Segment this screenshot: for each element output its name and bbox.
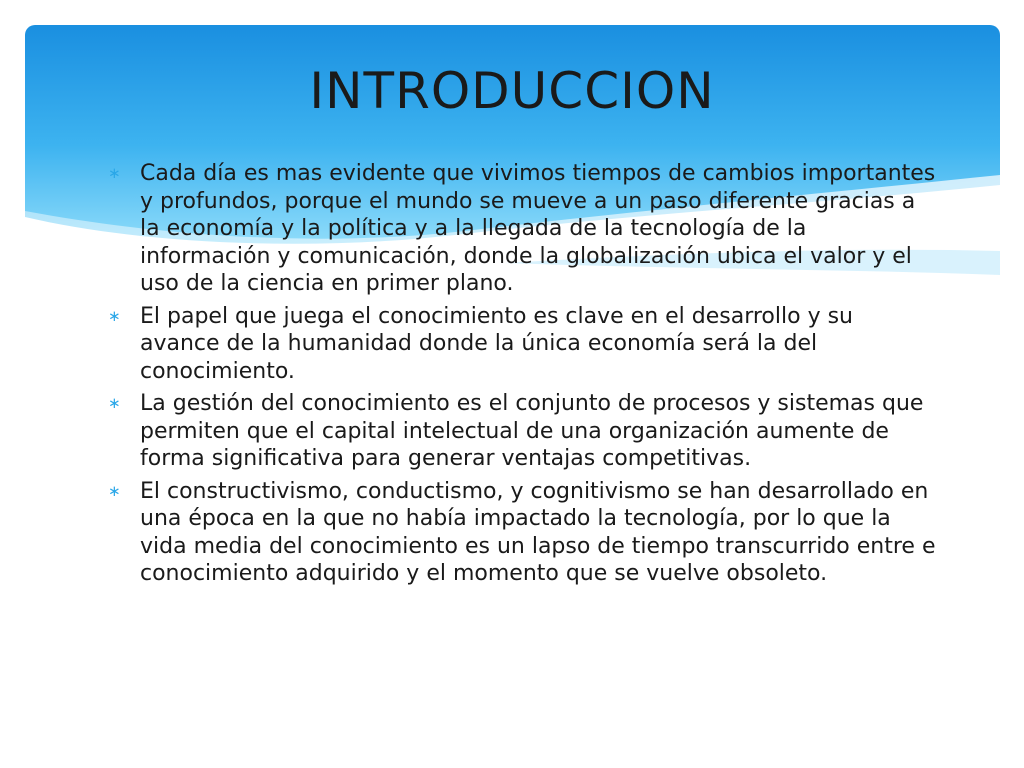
list-item xyxy=(108,390,938,473)
list-item xyxy=(108,478,938,588)
bullet-text: La gestión del conocimiento es el conjunto de procesos y sistemas que permiten que el capital intelectual de una organización aumente de forma significativa para generar ventajas competitivas. xyxy=(140,391,924,471)
list-item xyxy=(108,160,938,298)
list-item xyxy=(108,303,938,386)
bullet-text: Cada día es mas evidente que vivimos tiempos de cambios importantes y profundos, porque el mundo se mueve a un paso diferente gracias a la economía y la política y a la llegada de la tecnología de la información y comunicación, donde la globalización ubica el valor y el uso de la ciencia en primer plano. xyxy=(140,161,936,296)
asterisk-bullet-icon: ∗ xyxy=(108,394,121,412)
slide-title: INTRODUCCION xyxy=(309,62,715,120)
asterisk-bullet-icon: ∗ xyxy=(108,481,121,500)
asterisk-bullet-icon: ∗ xyxy=(108,306,121,325)
asterisk-bullet-icon: ∗ xyxy=(108,164,121,182)
bullet-text: El constructivismo, conductismo, y cognitivismo se han desarrollado en una época en la que no había impactado la tecnología, por lo que la vida media del conocimiento es un lapso de tiempo transcurrido entre e conocimiento adquirido y el momento que se vuelve obsoleto. xyxy=(140,478,936,586)
bullet-text: El papel que juega el conocimiento es clave en el desarrollo y su avance de la humanidad donde la única economía será la del conocimiento. xyxy=(140,303,853,384)
bullet-list xyxy=(108,160,938,593)
